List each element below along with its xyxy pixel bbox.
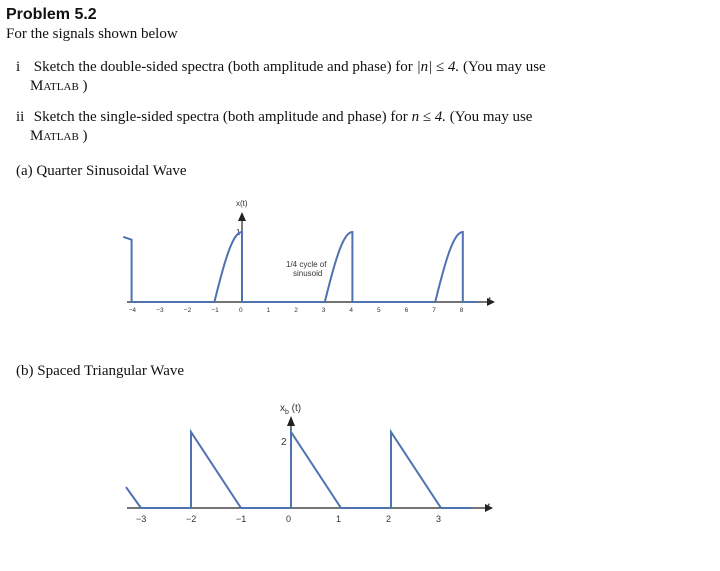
figure-b-tick-labels: [136, 514, 441, 524]
item-close-paren: ): [78, 128, 88, 144]
item-math: n ≤ 4.: [411, 109, 447, 125]
figure-a-tick-label: 4: [349, 307, 354, 314]
figure-b-tick-label: 0: [286, 514, 292, 524]
problem-intro: For the signals shown below: [6, 26, 178, 42]
figure-a-tick-label: −2: [183, 307, 192, 314]
figure-a-plot: [0, 190, 720, 330]
item-text: Sketch the single-sided spectra (both amplitude and phase) for: [33, 109, 412, 125]
item-math: |n| ≤ 4.: [416, 59, 460, 75]
figure-b-heading: (b) Spaced Triangular Wave: [16, 363, 185, 379]
figure-a-y-arrow-icon: [238, 212, 246, 221]
figure-b-tick-label: −1: [236, 514, 247, 524]
figure-b-y-arrow-icon: [287, 416, 295, 426]
problem-item-ii: [16, 108, 696, 146]
problem-item-i: [16, 58, 696, 96]
figure-b-tick-label: 1: [336, 514, 342, 524]
figure-b-x-label: t: [487, 502, 490, 513]
figure-a-tick-label: 6: [404, 307, 409, 314]
figure-b-plot: [0, 395, 720, 535]
figure-a-tick-label: −3: [156, 307, 164, 314]
problem-title: Problem 5.2: [6, 6, 97, 23]
matlab-word: Matlab: [30, 78, 79, 94]
figure-b-tick-label: 2: [386, 514, 392, 524]
figure-a-y-label: x(t): [236, 199, 248, 208]
figure-b-tick-label: 3: [436, 514, 442, 524]
figure-a-annotation-line2: sinusoid: [293, 269, 323, 278]
figure-b-amplitude-label: 2: [281, 437, 287, 448]
figure-b-signal-line: [126, 432, 471, 508]
item-text-tail: (You may use: [446, 109, 533, 125]
item-number: i: [16, 59, 21, 75]
figure-b-tick-label: −2: [186, 514, 197, 524]
item-text: Sketch the double-sided spectra (both amplitude and phase) for: [33, 59, 417, 75]
figure-a-tick-label: 7: [432, 307, 436, 314]
figure-a-tick-label: −4: [128, 307, 137, 314]
figure-b-tick-label: −3: [136, 514, 147, 524]
figure-b-y-label: $x_b$ (t): [280, 403, 302, 416]
figure-a-amplitude-label: 1: [236, 228, 241, 237]
figure-a-x-label: t: [488, 295, 491, 305]
figure-a-tick-label: −1: [211, 307, 219, 314]
figure-a-tick-label: 5: [377, 307, 381, 314]
figure-a-heading: (a) Quarter Sinusoidal Wave: [16, 163, 187, 179]
figure-a-tick-label: 2: [294, 307, 298, 314]
figure-a-tick-label: 1: [266, 307, 271, 314]
item-close-paren: ): [78, 78, 88, 94]
figure-a-tick-labels: [129, 307, 464, 314]
figure-a-tick-label: 0: [239, 307, 243, 314]
figure-a-tick-label: 8: [459, 307, 464, 314]
item-text-tail: (You may use: [459, 59, 546, 75]
figure-a-annotation-line1: 1/4 cycle of: [286, 260, 327, 269]
figure-a-tick-label: 3: [321, 307, 326, 314]
item-number: ii: [16, 109, 25, 125]
matlab-word: Matlab: [30, 128, 79, 144]
